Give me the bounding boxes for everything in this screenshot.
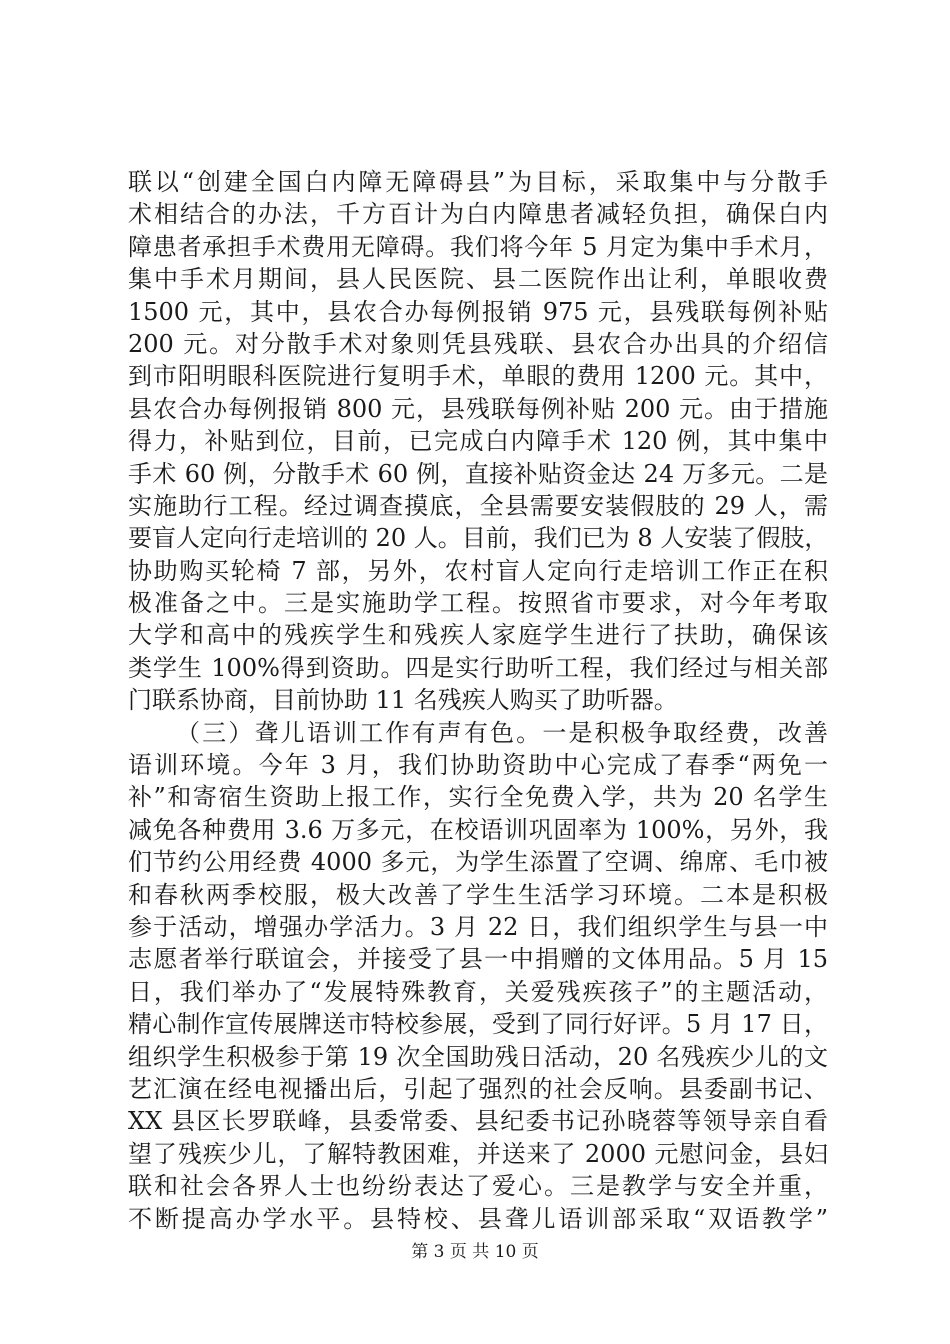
text-line: 类学生 100%得到资助。四是实行助听工程，我们经过与相关部 xyxy=(128,653,828,682)
text-line: 手术 60 例，分散手术 60 例，直接补贴资金达 24 万多元。二是 xyxy=(128,459,828,488)
section-heading-line: （三）聋儿语训工作有声有色。一是积极争取经费，改善 xyxy=(176,718,828,747)
text-line: 们节约公用经费 4000 多元，为学生添置了空调、绵席、毛巾被 xyxy=(128,848,828,877)
text-line: 到市阳明眼科医院进行复明手术，单眼的费用 1200 元。其中， xyxy=(128,362,828,391)
text-line: 县农合办每例报销 800 元，县残联每例补贴 200 元。由于措施 xyxy=(128,394,828,423)
text-line: 极准备之中。三是实施助学工程。按照省市要求，对今年考取 xyxy=(128,589,828,618)
text-line: 协助购买轮椅 7 部，另外，农村盲人定向行走培训工作正在积 xyxy=(128,556,828,585)
text-line: 志愿者举行联谊会，并接受了县一中捐赠的文体用品。5 月 15 xyxy=(128,945,828,974)
body-text xyxy=(128,166,828,1235)
text-line: 实施助行工程。经过调查摸底，全县需要安装假肢的 29 人，需 xyxy=(128,491,828,520)
text-line: 200 元。对分散手术对象则凭县残联、县农合办出具的介绍信 xyxy=(128,329,828,358)
text-line: 术相结合的办法，千方百计为白内障患者减轻负担，确保白内 xyxy=(128,200,828,229)
text-line: 精心制作宣传展牌送市特校参展，受到了同行好评。5 月 17 日， xyxy=(128,1010,828,1039)
text-line: 艺汇演在经电视播出后，引起了强烈的社会反响。县委副书记、 xyxy=(128,1074,828,1103)
text-line: 障患者承担手术费用无障碍。我们将今年 5 月定为集中手术月， xyxy=(128,232,828,261)
text-line: XX 县区长罗联峰，县委常委、县纪委书记孙晓蓉等领导亲自看 xyxy=(128,1107,828,1136)
page-number-footer: 第 3 页 共 10 页 xyxy=(411,1242,539,1262)
text-line: 要盲人定向行走培训的 20 人。目前，我们已为 8 人安装了假肢， xyxy=(128,524,829,553)
text-line: 参于活动，增强办学活力。3 月 22 日，我们组织学生与县一中 xyxy=(128,912,828,941)
text-line: 和春秋两季校服，极大改善了学生生活学习环境。二本是积极 xyxy=(128,880,828,909)
text-line: 大学和高中的残疾学生和残疾人家庭学生进行了扶助，确保该 xyxy=(128,621,828,650)
text-line: 组织学生积极参于第 19 次全国助残日活动，20 名残疾少儿的文 xyxy=(128,1042,828,1071)
text-line: 补”和寄宿生资助上报工作，实行全免费入学，共为 20 名学生 xyxy=(128,783,828,812)
text-line: 联以“创建全国白内障无障碍县”为目标，采取集中与分散手 xyxy=(128,168,828,196)
text-line: 望了残疾少儿，了解特教困难，并送来了 2000 元慰问金，县妇 xyxy=(128,1139,828,1168)
text-line: 集中手术月期间，县人民医院、县二医院作出让利，单眼收费 xyxy=(128,265,828,294)
text-line: 语训环境。今年 3 月，我们协助资助中心完成了春季“两免一 xyxy=(128,751,828,780)
text-line: 联和社会各界人士也纷纷表达了爱心。三是教学与安全并重， xyxy=(128,1172,828,1201)
text-line: 得力，补贴到位，目前，已完成白内障手术 120 例，其中集中 xyxy=(128,427,828,456)
text-line: 减免各种费用 3.6 万多元，在校语训巩固率为 100%，另外，我 xyxy=(128,815,828,844)
paragraph-end-line: 门联系协商，目前协助 11 名残疾人购买了助听器。 xyxy=(128,686,678,715)
text-line: 不断提高办学水平。县特校、县聋儿语训部采取“双语教学” xyxy=(128,1204,828,1233)
text-line: 日，我们举办了“发展特殊教育，关爱残疾孩子”的主题活动， xyxy=(128,977,828,1006)
text-line: 1500 元，其中，县农合办每例报销 975 元，县残联每例补贴 xyxy=(128,297,828,326)
